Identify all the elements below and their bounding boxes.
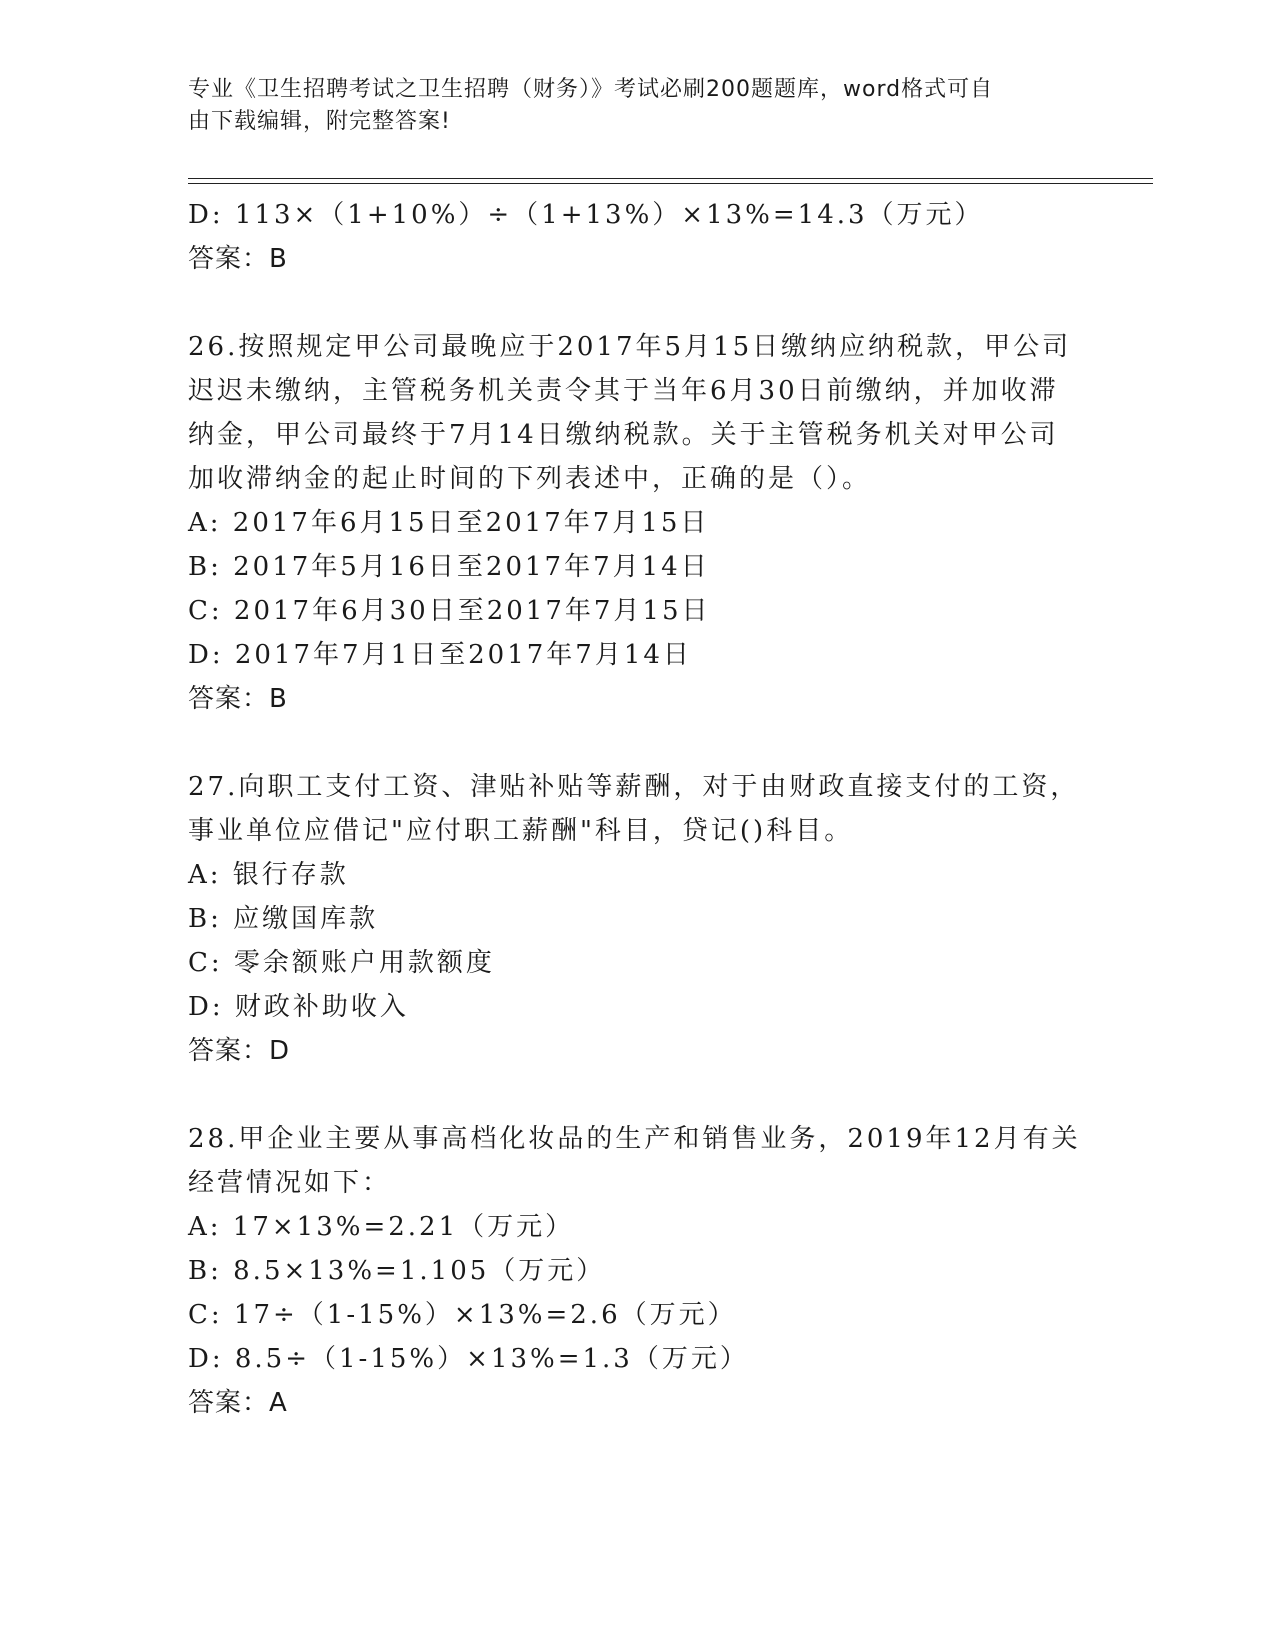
q27-stem-line-1: 27.向职工支付工资、津贴补贴等薪酬，对于由财政直接支付的工资， (188, 772, 1080, 802)
q26-option-c: C: 2017年6月30日至2017年7月15日 (188, 596, 711, 626)
q28-answer: 答案：A (188, 1388, 288, 1418)
q27-option-d: D: 财政补助收入 (188, 992, 409, 1022)
q26-option-b: B: 2017年5月16日至2017年7月14日 (188, 552, 710, 582)
q25-answer: 答案：B (188, 244, 288, 274)
q26-option-a: A: 2017年6月15日至2017年7月15日 (188, 508, 710, 538)
q27-option-b: B: 应缴国库款 (188, 904, 379, 934)
header-line-1: 专业《卫生招聘考试之卫生招聘（财务）》考试必刷200题题库，word格式可自 (188, 77, 994, 102)
q27-stem-line-2: 事业单位应借记"应付职工薪酬"科目，贷记()科目。 (188, 816, 854, 846)
q26-stem-line-1: 26.按照规定甲公司最晚应于2017年5月15日缴纳应纳税款，甲公司 (188, 332, 1072, 362)
q27-option-a: A: 银行存款 (188, 860, 349, 890)
q28-option-d: D: 8.5÷（1-15%）×13%=1.3（万元） (188, 1344, 749, 1374)
q28-option-c: C: 17÷（1-15%）×13%=2.6（万元） (188, 1300, 737, 1330)
header-divider-top (188, 178, 1153, 179)
document-header (188, 74, 1068, 138)
q28-option-b: B: 8.5×13%=1.105（万元） (188, 1256, 606, 1286)
q27-option-c: C: 零余额账户用款额度 (188, 948, 495, 978)
q28-stem-line-2: 经营情况如下： (188, 1168, 392, 1198)
q26-option-d: D: 2017年7月1日至2017年7月14日 (188, 640, 692, 670)
header-line-2: 由下载编辑，附完整答案! (188, 109, 451, 134)
q26-stem-line-2: 迟迟未缴纳，主管税务机关责令其于当年6月30日前缴纳，并加收滞 (188, 376, 1059, 406)
q25-option-d: D: 113×（1+10%）÷（1+13%）×13%=14.3（万元） (188, 200, 984, 230)
q26-stem-line-4: 加收滞纳金的起止时间的下列表述中，正确的是（）。 (188, 464, 872, 494)
q26-answer: 答案：B (188, 684, 288, 714)
header-divider-bottom (188, 183, 1153, 184)
q26-stem-line-3: 纳金，甲公司最终于7月14日缴纳税款。关于主管税务机关对甲公司 (188, 420, 1059, 450)
q28-option-a: A: 17×13%=2.21（万元） (188, 1212, 575, 1242)
q28-stem-line-1: 28.甲企业主要从事高档化妆品的生产和销售业务，2019年12月有关 (188, 1124, 1081, 1154)
q27-answer: 答案：D (188, 1036, 291, 1066)
